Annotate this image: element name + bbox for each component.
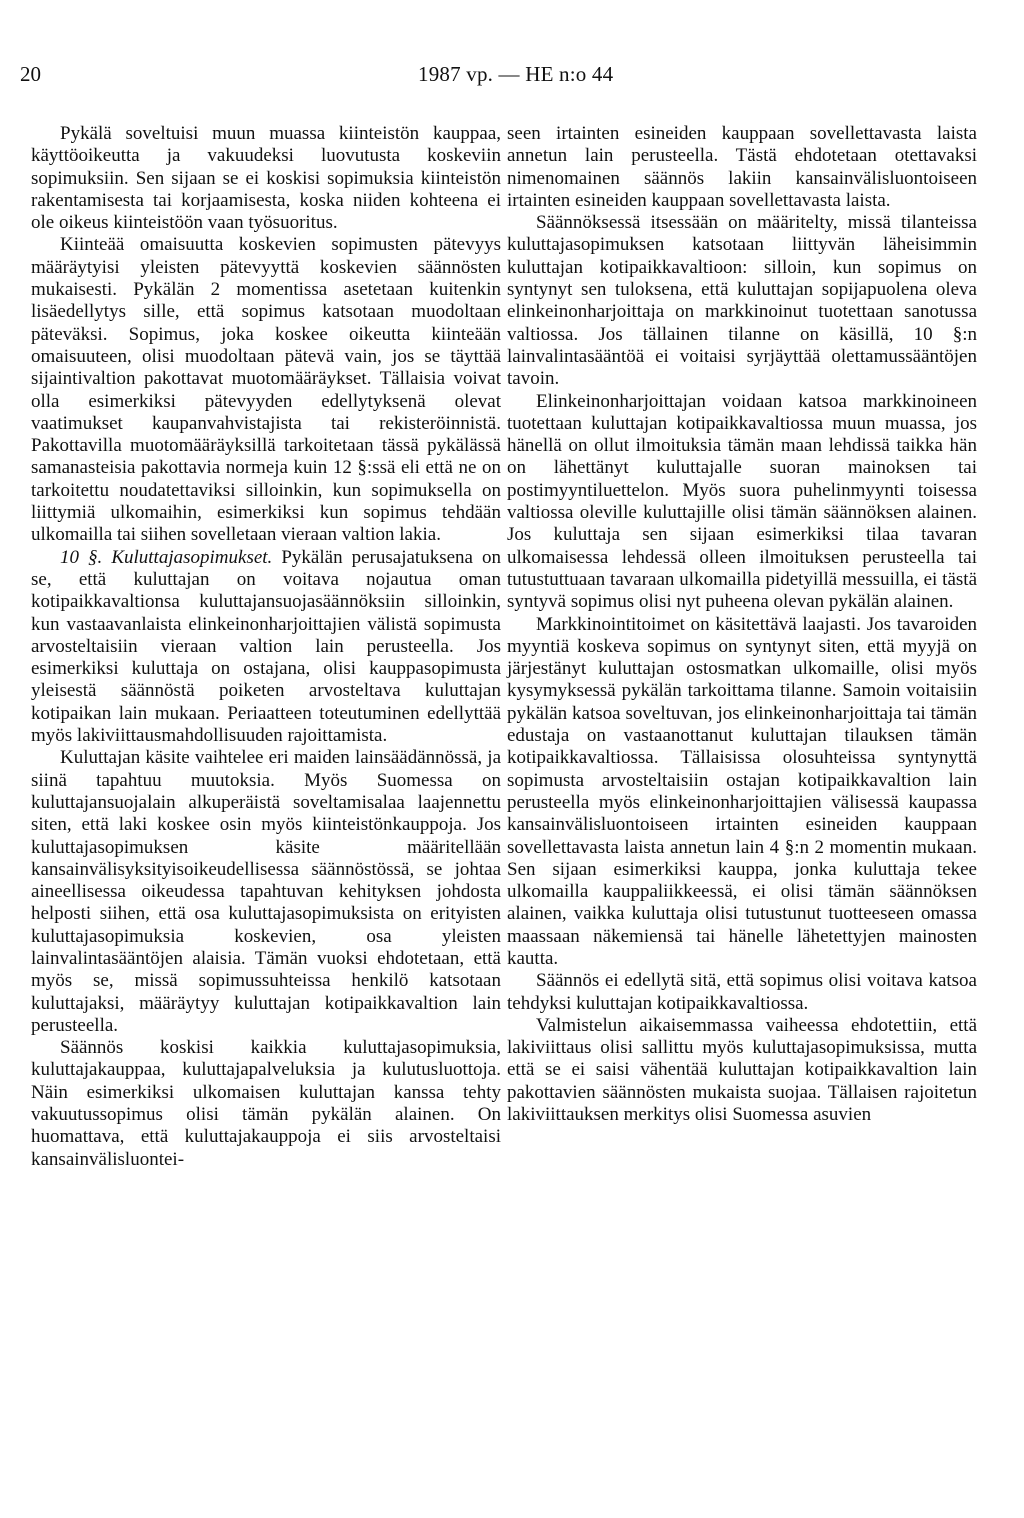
paragraph: Säännöksessä itsessään on määritelty, missä tilanteissa kuluttajasopimuksen katsotaan liittyvän läheisimmin kuluttajan kotipaikkavaltioon: silloin, kun sopimus on syntynyt sen tuloksena, että kuluttajan sopijapuolena oleva elinkeinonharjoittaja on markkinoinut tuotettaan sanotussa valtiossa. Jos tällainen tilanne on käsillä, 10 §:n lainvalintasääntöä ei voitaisi syrjäyttää olettamussääntöjen tavoin. [507, 212, 977, 390]
page-number: 20 [20, 62, 41, 86]
paragraph: Valmistelun aikaisemmassa vaiheessa ehdotettiin, että lakiviittaus olisi sallittu myös kuluttajasopimuksissa, mutta että se ei saisi vähentää kuluttajan kotipaikkavaltion lain pakottavien säännösten mukaista suojaa. Tällaisen rajoitetun lakiviittauksen merkitys olisi Suomessa asuvien [507, 1014, 977, 1126]
paragraph: Markkinointitoimet on käsitettävä laajasti. Jos tavaroiden myyntiä koskeva sopimus on syntynyt siten, että myyjä on järjestänyt kuluttajan ostosmatkan ulkomaille, olisi myös kysymyksessä pykälän tarkoittama tilanne. Samoin voitaisiin pykälän katsoa soveltuvan, jos elinkeinonharjoittaja tai tämän edustaja on vastaanottanut kuluttajan tilauksen tämän kotipaikkavaltiossa. Tällaisissa olosuhteissa syntynyttä sopimusta arvosteltaisiin ostajan kotipaikkavaltion lain perusteella myös elinkeinonharjoittajien välisessä kaupassa kansainvälisluontoiseen irtainten esineiden kauppaan sovellettavasta laista annetun lain 4 §:n 2 momentin mukaan. Sen sijaan esimerkiksi kauppa, jonka kuluttaja tekee ulkomailla kauppaliikkeessä, ei olisi tämän säännöksen alainen, vaikka kuluttaja olisi tutustunut tuotteeseen omassa maassaan näkemiensä tai hänelle lähetettyjen mainosten kautta. [507, 613, 977, 969]
right-column [507, 123, 977, 1126]
paragraph: Säännös koskisi kaikkia kuluttajasopimuksia, kuluttajakauppaa, kuluttajapalveluksia ja kulutusluottoja. Näin esimerkiksi ulkomaisen kuluttajan kanssa tehty vakuutussopimus olisi tämän pykälän alainen. On huomattava, että kuluttajakauppoja ei siis arvosteltaisi kansainvälisluontei- [31, 1037, 501, 1170]
paragraph: seen irtainten esineiden kauppaan sovellettavasta laista annetun lain perusteella. Tästä ehdotetaan otettavaksi nimenomainen säännös lakiin kansainvälisluontoiseen irtainten esineiden kauppaan sovellettavasta laista. [507, 123, 977, 211]
paragraph [31, 547, 501, 748]
running-title: 1987 vp. — HE n:o 44 [418, 62, 614, 86]
page-header [20, 62, 980, 92]
paragraph: Elinkeinonharjoittajan voidaan katsoa markkinoineen tuotettaan kuluttajan kotipaikkavaltiossa muun muassa, jos hänellä on ollut ilmoituksia tämän maan lehdissä taikka hän on lähettänyt kuluttajalle suoran mainoksen tai postimyyntiluettelon. Myös suora puhelinmyynti toisessa valtiossa oleville kuluttajille olisi tämän säännöksen alainen. Jos kuluttaja sen sijaan esimerkiksi tilaa tavaran ulkomaisessa lehdessä olleen ilmoituksen perusteella tai tutustuttuaan tavaraan ulkomailla pidetyillä messuilla, ei tästä syntyvä sopimus olisi nyt puheena olevan pykälän alainen. [507, 390, 977, 613]
paragraph: Kiinteää omaisuutta koskevien sopimusten pätevyys määräytyisi yleisten pätevyyttä koskevien säännösten mukaisesti. Pykälän 2 momentissa asetetaan kuitenkin lisäedellytys sille, että sopimus katsotaan muodoltaan päteväksi. Sopimus, joka koskee oikeutta kiinteään omaisuuteen, olisi muodoltaan pätevä vain, jos se täyttää sijaintivaltion pakottavat muotomääräykset. Tällaisia voivat olla esimerkiksi pätevyyden edellytyksenä olevat vaatimukset kaupanvahvistajista tai rekisteröinnistä. Pakottavilla muotomääräyksillä tarkoitetaan tässä pykälässä samanasteisia pakottavia normeja kuin 12 §:ssä eli että ne on tarkoitettu noudatettaviksi silloinkin, kun sopimuksella on liittymiä ulkomaihin, esimerkiksi kun sopimus tehdään ulkomailla tai siihen sovelletaan vieraan valtion lakia. [31, 234, 501, 546]
paragraph: Pykälä soveltuisi muun muassa kiinteistön kauppaa, käyttöoikeutta ja vakuudeksi luovutusta koskeviin sopimuksiin. Sen sijaan se ei koskisi sopimuksia kiinteistön rakentamisesta tai korjaamisesta, koska niiden kohteena ei ole oikeus kiinteistöön vaan työsuoritus. [31, 123, 501, 234]
paragraph: Säännös ei edellytä sitä, että sopimus olisi voitava katsoa tehdyksi kuluttajan kotipaikkavaltiossa. [507, 970, 977, 1014]
paragraph: Kuluttajan käsite vaihtelee eri maiden lainsäädännössä, ja siinä tapahtuu muutoksia. Myös Suomessa on kuluttajansuojalain alkuperäistä soveltamisalaa laajennettu siten, että laki koskee osin myös kiinteistönkauppoja. Jos kuluttajasopimuksen käsite määritellään kansainvälisyksityisoikeudellisessa säännöstössä, se johtaa aineellisessa oikeudessa tapahtuvan kehityksen johdosta helposti siihen, että osa kuluttajasopimuksista on erityisten kuluttajasopimuksia koskevien, osa yleisten lainvalintasääntöjen alaisia. Tämän vuoksi ehdotetaan, että myös se, missä sopimussuhteissa henkilö katsotaan kuluttajaksi, määräytyy kuluttajan kotipaikkavaltion lain perusteella. [31, 747, 501, 1036]
section-heading: 10 §. Kuluttajasopimukset. [60, 546, 273, 568]
left-column [31, 123, 501, 1171]
paragraph-text: Pykälän perusajatuksena on se, että kuluttajan on voitava nojautua oman kotipaikkavaltionsa kuluttajansuojasäännöksiin silloinkin, kun vastaavanlaista elinkeinonharjoittajien välistä sopimusta arvosteltaisiin vieraan valtion lain perusteella. Jos esimerkiksi kuluttaja on ostajana, olisi kauppasopimusta yleisestä säännöstä poiketen arvosteltava kuluttajan kotipaikan lain mukaan. Periaatteen toteutuminen edellyttää myös lakiviittausmahdollisuuden rajoittamista. [31, 546, 501, 747]
